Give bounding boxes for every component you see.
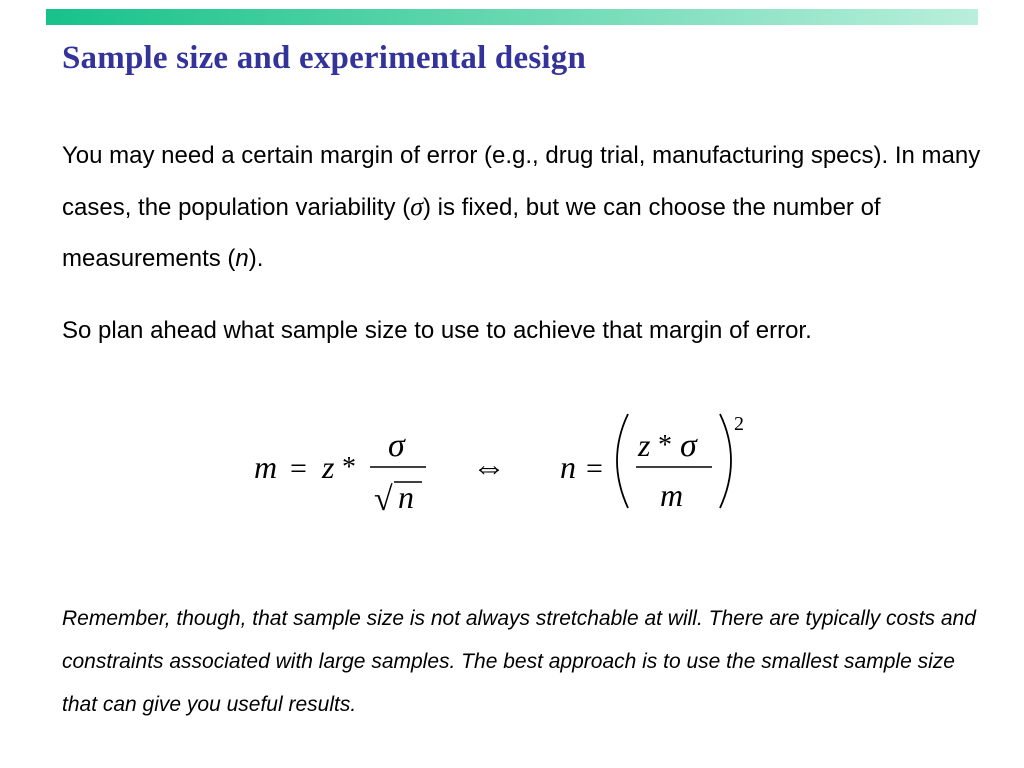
formula-n-right: n (560, 449, 576, 485)
sigma-symbol: σ (410, 192, 424, 221)
left-paren (617, 414, 628, 508)
equivalence-arrow: ⇔ (472, 449, 506, 486)
intro-text-c: ). (248, 245, 264, 272)
formula-m: m (254, 449, 278, 485)
n-symbol: n (235, 245, 249, 272)
intro-text-b: ) is fixed, but we can choose the number of measurements ( (62, 194, 881, 272)
formula-m-right: m (660, 477, 684, 513)
formula-exponent: 2 (734, 413, 744, 435)
formula-n-left: n (398, 479, 414, 515)
formula-sigma-left: σ (388, 427, 405, 464)
title-accent-bar (46, 9, 978, 25)
intro-text-a: You may need a certain margin of error (e.g., drug trial, manufacturing specs). In many cases, the population variability ( (62, 142, 981, 221)
formula-star-right: * (658, 430, 672, 461)
intro-paragraph (62, 130, 982, 284)
formula-z-right: z (638, 427, 651, 463)
formula-equals-left: = (290, 452, 307, 485)
formula-star-left: * (342, 452, 356, 483)
sample-size-formula (240, 400, 780, 530)
formula-equals-right: = (586, 452, 603, 485)
slide-title: Sample size and experimental design (62, 40, 586, 76)
remark-paragraph: Remember, though, that sample size is not always stretchable at will. There are typically costs and constraints associated with large samples. The best approach is to use the smallest sample size that can give you useful results. (62, 607, 976, 716)
formula-sigma-right: σ (680, 427, 697, 464)
formula-graphic (240, 400, 780, 530)
plan-paragraph: So plan ahead what sample size to use to achieve that margin of error. (62, 317, 812, 344)
sqrt-sign: √ (374, 481, 393, 518)
formula-z-left: z (322, 449, 335, 485)
right-paren (720, 414, 731, 508)
